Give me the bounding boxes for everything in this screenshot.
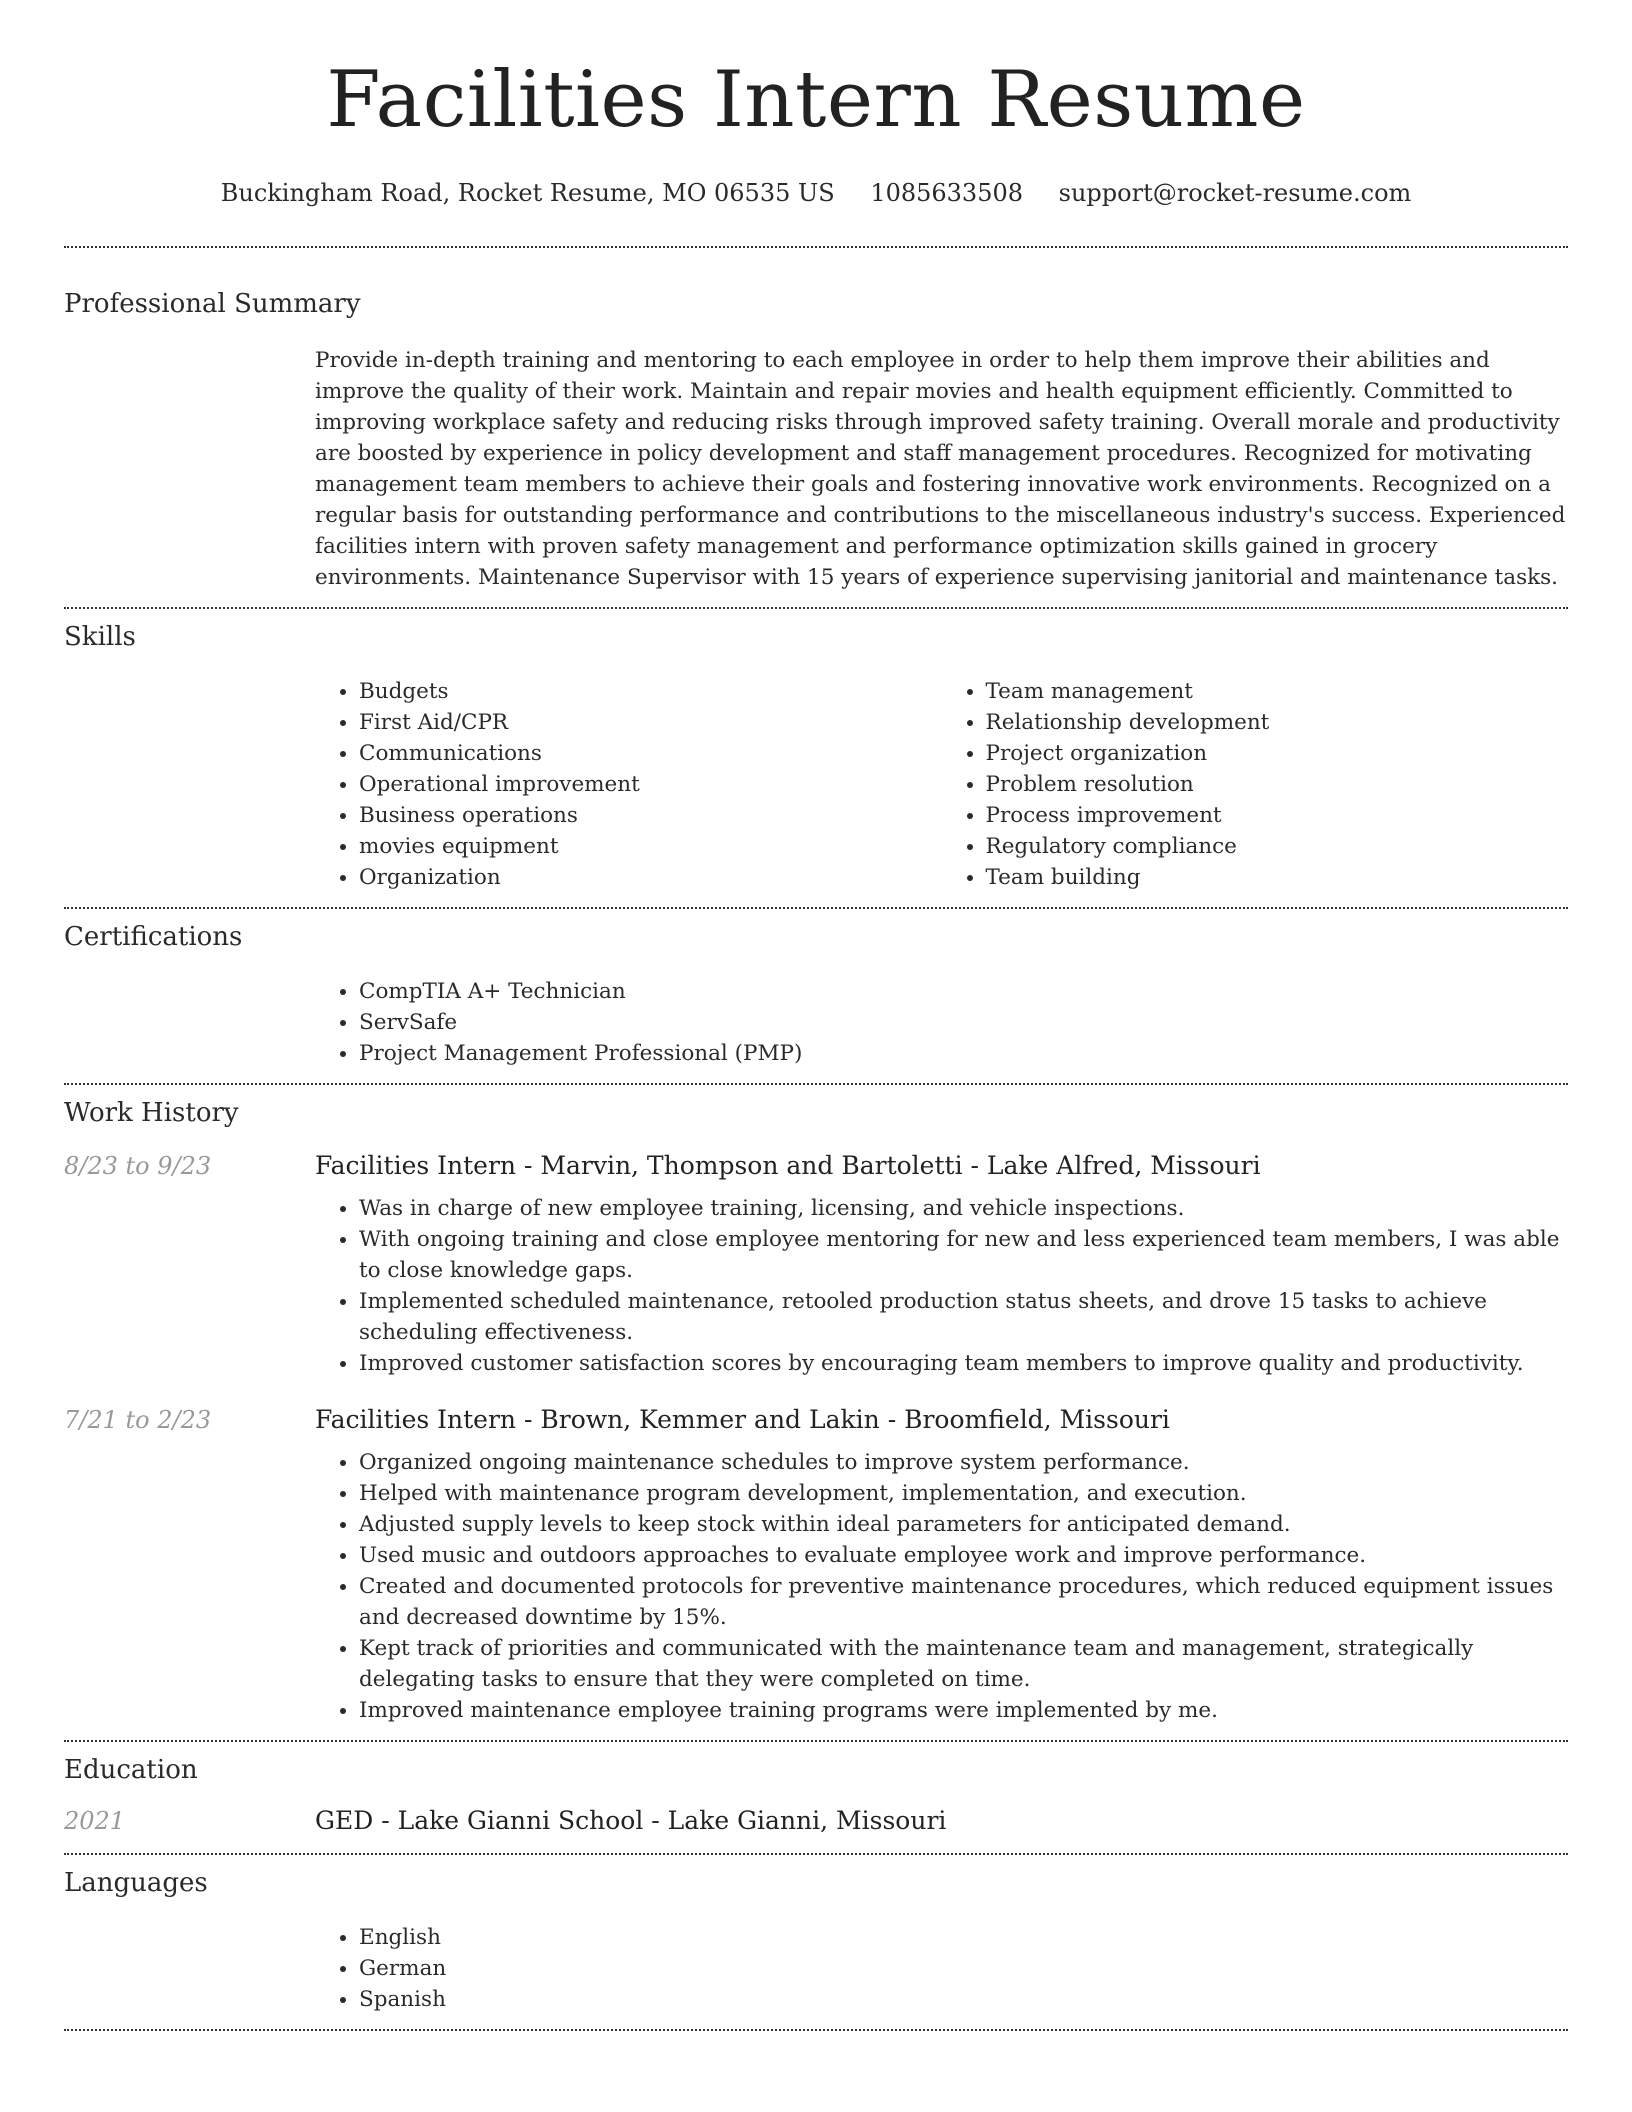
- divider: [64, 1853, 1568, 1855]
- skill-item: • Budgets: [359, 676, 942, 707]
- contact-line: [64, 178, 1568, 208]
- skill-item: • Operational improvement: [359, 769, 942, 800]
- divider: [64, 607, 1568, 609]
- skill-item: • Project organization: [986, 738, 1569, 769]
- job-bullet: • Improved maintenance employee training programs were implemented by me.: [359, 1695, 1568, 1726]
- skills-section: [315, 676, 1568, 893]
- skill-item: • Business operations: [359, 800, 942, 831]
- skill-item: • Organization: [359, 862, 942, 893]
- job-bullet: • Created and documented protocols for preventive maintenance procedures, which reduced equipment issues and decreased downtime by 15%.: [359, 1571, 1568, 1633]
- education-title: GED - Lake Gianni School - Lake Gianni, Missouri: [315, 1806, 947, 1835]
- job-header: [64, 1405, 1568, 1434]
- certifications-heading: Certifications: [64, 922, 243, 952]
- skill-item: • Relationship development: [986, 707, 1569, 738]
- education-heading: Education: [64, 1755, 198, 1785]
- divider: [64, 2029, 1568, 2031]
- job-entry: [64, 1405, 1568, 1726]
- job-bullet: • Kept track of priorities and communicated with the maintenance team and management, strategically delegating tasks to ensure that they were completed on time.: [359, 1633, 1568, 1695]
- resume-title: Facilities Intern Resume: [326, 55, 1306, 145]
- skill-item: • Problem resolution: [986, 769, 1569, 800]
- certification-item: • ServSafe: [359, 1007, 1568, 1038]
- skills-list-right: [942, 676, 1569, 893]
- certification-item: • Project Management Professional (PMP): [359, 1038, 1568, 1069]
- divider: [64, 907, 1568, 909]
- certifications-section: [315, 976, 1568, 1069]
- languages-list: [315, 1922, 1568, 2015]
- skill-item: • Team building: [986, 862, 1569, 893]
- certification-item: • CompTIA A+ Technician: [359, 976, 1568, 1007]
- skills-heading: Skills: [64, 622, 136, 652]
- job-entry: [64, 1151, 1568, 1379]
- skill-item: • Communications: [359, 738, 942, 769]
- languages-section: [315, 1922, 1568, 2015]
- skill-item: • Team management: [986, 676, 1569, 707]
- job-bullet: • Improved customer satisfaction scores by encouraging team members to improve quality and productivity.: [359, 1348, 1568, 1379]
- education-entry: [64, 1806, 1568, 1835]
- work-history-heading: Work History: [64, 1098, 239, 1128]
- divider: [64, 246, 1568, 248]
- job-bullet: • With ongoing training and close employee mentoring for new and less experienced team members, I was able to close knowledge gaps.: [359, 1224, 1568, 1286]
- contact-address: Buckingham Road, Rocket Resume, MO 06535 US: [220, 179, 835, 207]
- languages-heading: Languages: [64, 1868, 208, 1898]
- language-item: • German: [359, 1953, 1568, 1984]
- job-bullets: [315, 1447, 1568, 1726]
- skill-item: • Regulatory compliance: [986, 831, 1569, 862]
- job-bullet: • Helped with maintenance program development, implementation, and execution.: [359, 1478, 1568, 1509]
- summary-section: [315, 345, 1568, 593]
- skill-item: • First Aid/CPR: [359, 707, 942, 738]
- skill-item: • Process improvement: [986, 800, 1569, 831]
- summary-text: Provide in-depth training and mentoring to each employee in order to help them improve their abilities and improve the quality of their work. Maintain and repair movies and health equipment efficiently. Committed to improving workplace safety and reducing risks through improved safety training. Overall morale and productivity are boosted by experience in policy development and staff management procedures. Recognized for motivating management team members to achieve their goals and fostering innovative work environments. Recognized on a regular basis for outstanding performance and contributions to the miscellaneous industry's success. Experienced facilities intern with proven safety management and performance optimization skills gained in grocery environments. Maintenance Supervisor with 15 years of experience supervising janitorial and maintenance tasks.: [315, 348, 1566, 590]
- job-header: [64, 1151, 1568, 1180]
- language-item: • English: [359, 1922, 1568, 1953]
- skill-item: • movies equipment: [359, 831, 942, 862]
- job-title: Facilities Intern - Marvin, Thompson and Bartoletti - Lake Alfred, Missouri: [315, 1151, 1261, 1180]
- contact-phone: 1085633508: [870, 179, 1024, 207]
- resume-page: [64, 0, 1568, 2031]
- education-date: 2021: [64, 1807, 126, 1835]
- job-bullet: • Organized ongoing maintenance schedules to improve system performance.: [359, 1447, 1568, 1478]
- divider: [64, 1083, 1568, 1085]
- summary-heading: Professional Summary: [64, 289, 361, 319]
- job-bullet: • Implemented scheduled maintenance, retooled production status sheets, and drove 15 tasks to achieve scheduling effectiveness.: [359, 1286, 1568, 1348]
- job-bullet: • Used music and outdoors approaches to evaluate employee work and improve performance.: [359, 1540, 1568, 1571]
- job-bullet: • Adjusted supply levels to keep stock within ideal parameters for anticipated demand.: [359, 1509, 1568, 1540]
- job-bullet: • Was in charge of new employee training, licensing, and vehicle inspections.: [359, 1193, 1568, 1224]
- job-date: 7/21 to 2/23: [64, 1406, 212, 1434]
- language-item: • Spanish: [359, 1984, 1568, 2015]
- job-date: 8/23 to 9/23: [64, 1152, 212, 1180]
- job-bullets: [315, 1193, 1568, 1379]
- divider: [64, 1740, 1568, 1742]
- job-title: Facilities Intern - Brown, Kemmer and Lakin - Broomfield, Missouri: [315, 1405, 1170, 1434]
- certifications-list: [315, 976, 1568, 1069]
- contact-email: support@rocket-resume.com: [1058, 179, 1412, 207]
- skills-list-left: [315, 676, 942, 893]
